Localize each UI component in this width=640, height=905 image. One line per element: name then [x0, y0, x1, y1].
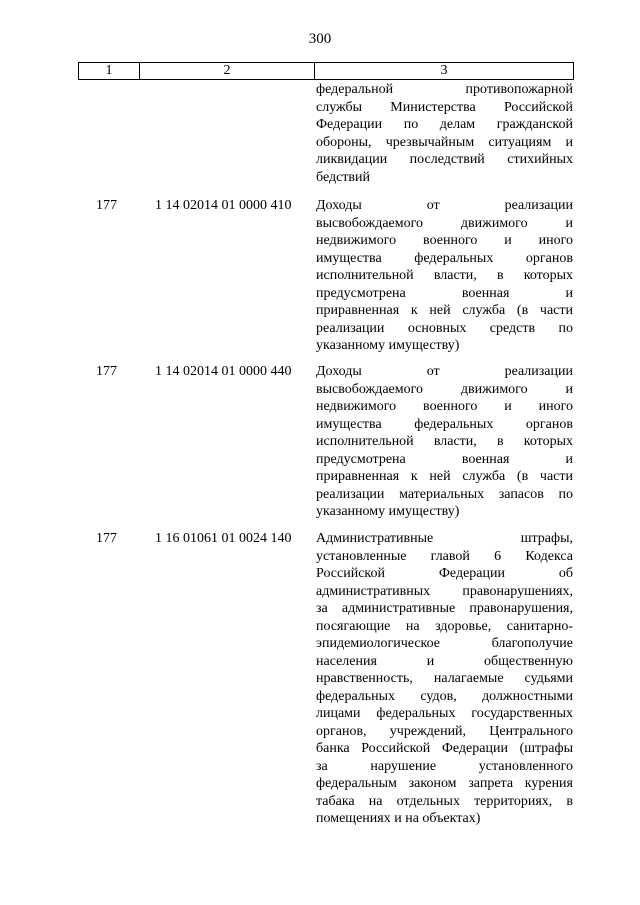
text-line: имущества федеральных органов [316, 416, 573, 432]
text-line: Доходы от реализации [316, 198, 573, 213]
revenue-description [316, 363, 573, 521]
text-line: федеральным законом запрета курения [316, 776, 573, 791]
text-line: реализации материальных запасов по [316, 486, 573, 502]
budget-classification-code: 1 16 01061 01 0024 140 [155, 531, 292, 546]
text-line: Федерации по делам гражданской [316, 117, 573, 132]
text-line: предусмотрена военная и [316, 451, 573, 467]
text-line: недвижимого военного и иного [316, 233, 573, 248]
text-line: Административные штрафы, [316, 531, 573, 546]
text-line: бедствий [316, 169, 371, 185]
text-line: банка Российской Федерации (штрафы [316, 741, 573, 756]
revenue-description [316, 530, 573, 828]
column-header-row [78, 62, 574, 80]
text-line: исполнительной власти, в которых [316, 268, 573, 283]
text-line: за административные правонарушения, [316, 601, 573, 616]
text-line: приравненная к ней служба (в части [316, 303, 573, 318]
text-line: федеральных судов, должностными [316, 688, 573, 704]
text-line: недвижимого военного и иного [316, 399, 573, 414]
text-line: нравственность, налагаемые судьями [316, 671, 573, 686]
text-line: Доходы от реализации [316, 364, 573, 379]
column-header-2: 2 [140, 63, 315, 80]
text-line: населения и общественную [316, 653, 573, 669]
text-line: административных правонарушениях, [316, 583, 573, 599]
text-line: службы Министерства Российской [316, 99, 573, 115]
text-line: установленные главой 6 Кодекса [316, 548, 573, 564]
text-line: федеральной противопожарной [316, 82, 573, 97]
column-header-3: 3 [315, 63, 574, 80]
text-line: Российской Федерации об [316, 566, 573, 581]
text-line: приравненная к ней служба (в части [316, 469, 573, 484]
admin-code: 177 [96, 198, 117, 213]
text-line: ликвидации последствий стихийных [316, 152, 573, 167]
budget-classification-code: 1 14 02014 01 0000 410 [155, 198, 292, 213]
text-line: предусмотрена военная и [316, 285, 573, 301]
text-line: посягающие на здоровье, санитарно- [316, 618, 573, 634]
text-line: указанному имуществу) [316, 504, 460, 519]
page-number: 300 [308, 31, 332, 47]
text-line: табака на отдельных территориях, в [316, 793, 573, 809]
text-line: исполнительной власти, в которых [316, 434, 573, 449]
column-header-1: 1 [79, 63, 140, 80]
revenue-description [316, 197, 573, 355]
text-line: высвобождаемого движимого и [316, 215, 573, 231]
text-line: реализации основных средств по [316, 320, 573, 336]
text-line: имущества федеральных органов [316, 250, 573, 266]
text-line: за нарушение установленного [316, 758, 573, 774]
budget-classification-code: 1 14 02014 01 0000 440 [155, 364, 292, 379]
text-line: помещениях и на объектах) [316, 811, 481, 826]
continuation-text [316, 81, 573, 186]
text-line: высвобождаемого движимого и [316, 381, 573, 397]
text-line: органов, учреждений, Центрального [316, 723, 573, 739]
admin-code: 177 [96, 531, 117, 546]
text-line: лицами федеральных государственных [316, 706, 573, 721]
text-line: указанному имуществу) [316, 338, 460, 353]
text-line: эпидемиологическое благополучие [316, 636, 573, 651]
text-line: обороны, чрезвычайным ситуациям и [316, 134, 573, 150]
admin-code: 177 [96, 364, 117, 379]
